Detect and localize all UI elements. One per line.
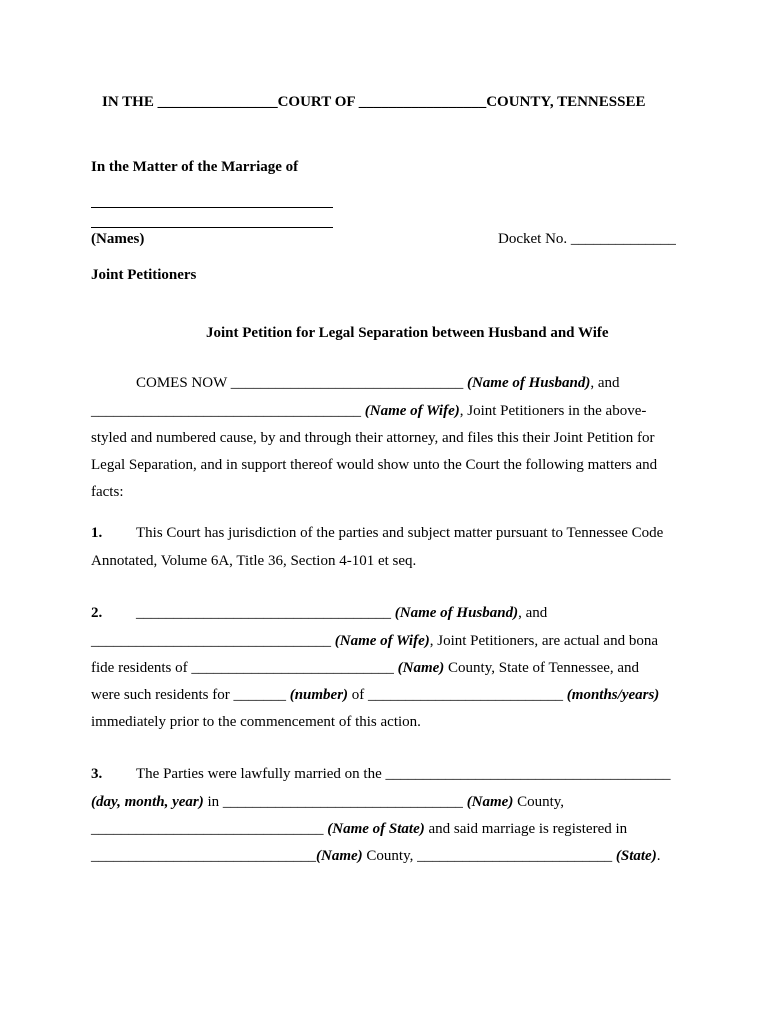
para1-line-2: Annotated, Volume 6A, Title 36, Section 4-101 et seq. [91,553,417,569]
intro-text: , and [590,375,620,391]
para3-line-1: The Parties were lawfully married on the ______________________________________ [136,766,671,782]
para2-line-3 [91,659,639,677]
para2-line-2 [91,632,658,650]
paragraph-number: 1. [91,525,103,541]
para-text: _______________________________ [91,821,328,837]
intro-line-5: facts: [91,484,124,500]
document-title: Joint Petition for Legal Separation between Husband and Wife [206,325,609,341]
joint-petitioners-label: Joint Petitioners [91,267,197,283]
para-text: , Joint Petitioners, are actual and bona [429,633,659,649]
state-name-label: (Name of State) [327,821,425,837]
county-name-label: (Name) [316,848,363,864]
para-text: County, [513,794,565,810]
name-line-1 [91,207,333,208]
para2-line-4 [91,686,659,704]
state-label: (State) [615,848,657,864]
court-header: IN THE ________________COURT OF _________________COUNTY, TENNESSEE [102,94,646,110]
county-name-label: (Name) [466,794,514,810]
paragraph-number: 3. [91,766,103,782]
intro-line-4: Legal Separation, and in support thereof would show unto the Court the following matters and [91,457,658,473]
para2-line-5: immediately prior to the commencement of this action. [91,714,421,730]
intro-text: COMES NOW _______________________________ [136,375,467,391]
para-text: , and [518,605,548,621]
para-text: of __________________________ [348,687,567,703]
intro-text: , Joint Petitioners in the above- [459,403,647,419]
intro-line-2 [91,402,646,420]
wife-name-label: (Name of Wife) [334,633,430,649]
county-name-label: (Name) [397,660,445,676]
para3-line-3 [91,820,627,838]
para-text: County, __________________________ [362,848,616,864]
para3-line-4 [91,847,660,865]
para2-line-1 [136,605,547,622]
para-text: __________________________________ [136,605,395,621]
para-text: County, State of Tennessee, and [444,660,640,676]
husband-name-label: (Name of Husband) [466,375,591,391]
para1-line-1: This Court has jurisdiction of the parties and subject matter pursuant to Tennessee Code [136,525,664,541]
intro-line-1 [136,375,620,392]
docket-number: Docket No. ______________ [498,231,676,247]
intro-text: ____________________________________ [91,403,365,419]
husband-name-label: (Name of Husband) [394,605,519,621]
para-text: ________________________________ [91,633,335,649]
para-text: and said marriage is registered in [424,821,628,837]
matter-title: In the Matter of the Marriage of [91,159,299,175]
para-text: . [656,848,661,864]
names-label: (Names) [91,231,145,247]
number-label: (number) [289,687,349,703]
date-label: (day, month, year) [91,794,204,810]
paragraph-number: 2. [91,605,103,621]
para-text: fide residents of ___________________________ [91,660,398,676]
para3-line-2 [91,793,564,811]
para-text: ______________________________ [91,848,316,864]
para-text: in ________________________________ [203,794,467,810]
para-text: were such residents for _______ [91,687,290,703]
name-line-2 [91,227,333,228]
wife-name-label: (Name of Wife) [364,403,460,419]
intro-line-3: styled and numbered cause, by and through their attorney, and files this their Joint Petition for [91,430,655,446]
months-years-label: (months/years) [566,687,660,703]
